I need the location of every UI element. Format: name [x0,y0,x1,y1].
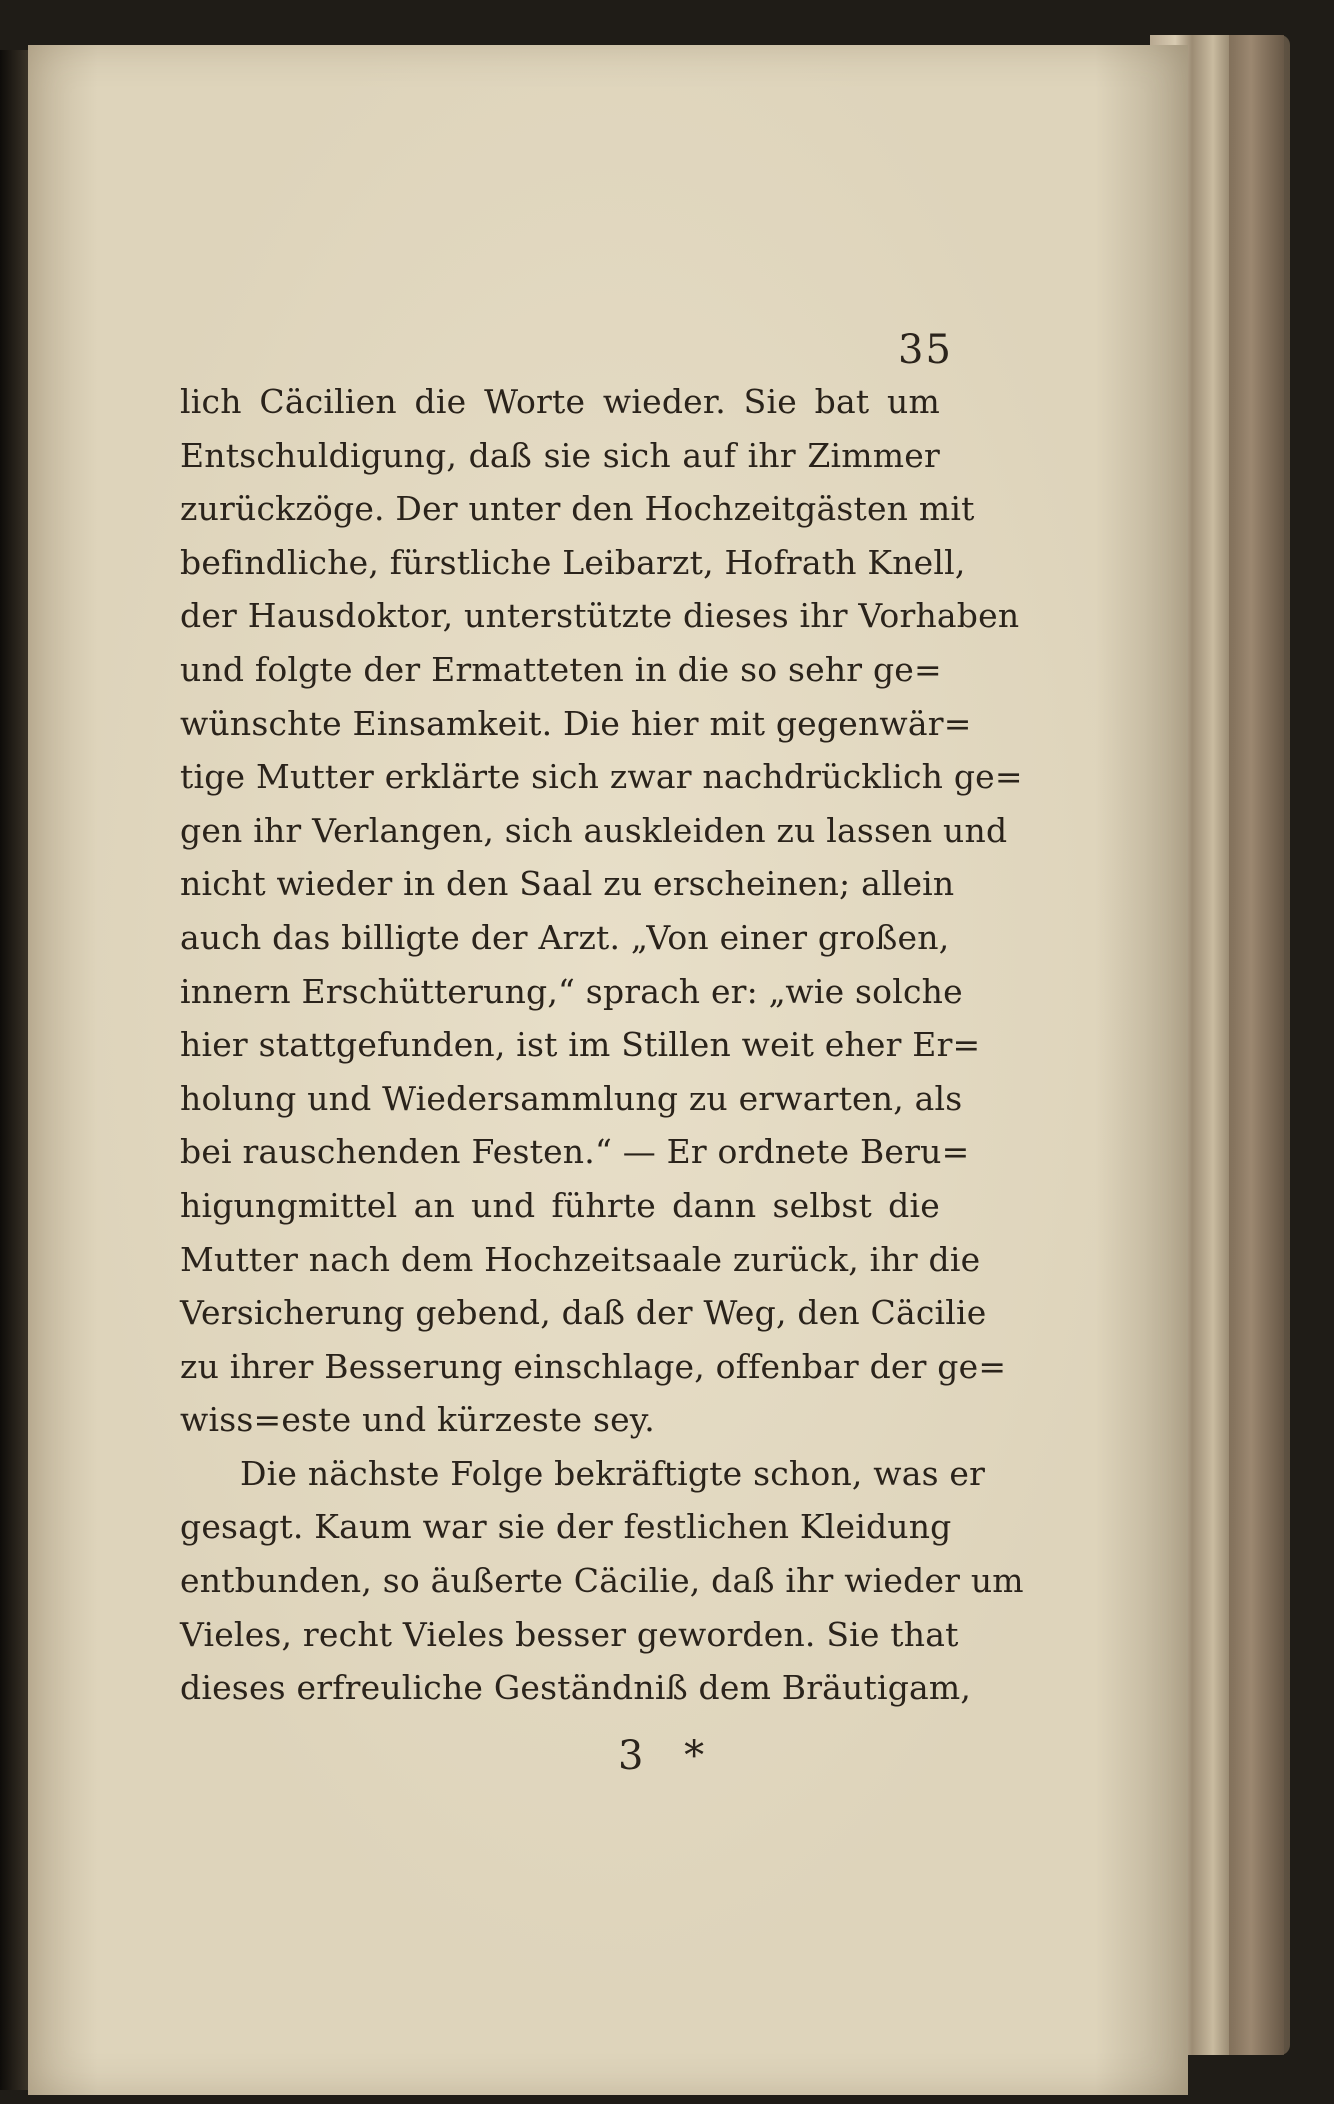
text-line: Versicherung gebend, daß der Weg, den Cäcilie [180,1293,987,1333]
text-line: auch das billigte der Arzt. „Von einer großen, [180,917,950,957]
text-line: entbunden, so äußerte Cäcilie, daß ihr wieder um [180,1561,1024,1601]
text-line: wiss=este und kürzeste sey. [180,1400,655,1440]
text-line: Mutter nach dem Hochzeitsaale zurück, ihr die [180,1239,981,1279]
text-line: zu ihrer Besserung einschlage, offenbar der ge= [180,1346,1007,1386]
book-spine-shadow [0,50,28,2090]
text-line: innern Erschütterung,“ sprach er: „wie solche [180,971,963,1011]
signature-mark: 3 * [618,1733,719,1779]
text-line: Die nächste Folge bekräftigte schon, was er [240,1453,986,1493]
text-line: befindliche, fürstliche Leibarzt, Hofrath Knell, [180,542,966,582]
text-line: lich Cäcilien die Worte wieder. Sie bat um [180,382,940,421]
text-line: dieses erfreuliche Geständniß dem Bräutigam, [180,1668,972,1708]
text-line: Entschuldigung, daß sie sich auf ihr Zimmer [180,435,940,475]
page-number: 35 [898,327,953,373]
text-line: nicht wieder in den Saal zu erscheinen; allein [180,864,955,904]
text-line: higungmittel an und führte dann selbst die [180,1185,940,1225]
text-line: der Hausdoktor, unterstützte dieses ihr Vorhaben [180,596,1020,636]
body-text [180,375,1024,1715]
text-line: bei rauschenden Festen.“ — Er ordnete Beru= [180,1132,970,1172]
text-line: und folgte der Ermatteten in die so sehr ge= [180,649,942,689]
text-line: Vieles, recht Vieles besser geworden. Sie that [180,1614,959,1654]
book-page [28,45,1188,2095]
text-line: gen ihr Verlangen, sich auskleiden zu lassen und [180,810,1008,850]
text-line: gesagt. Kaum war sie der festlichen Kleidung [180,1507,952,1547]
text-line: tige Mutter erklärte sich zwar nachdrücklich ge= [180,757,1023,797]
text-line: wünschte Einsamkeit. Die hier mit gegenwär= [180,703,972,743]
text-line: holung und Wiedersammlung zu erwarten, als [180,1078,963,1118]
text-line: hier stattgefunden, ist im Stillen weit eher Er= [180,1025,981,1065]
text-line: zurückzöge. Der unter den Hochzeitgästen mit [180,489,975,529]
